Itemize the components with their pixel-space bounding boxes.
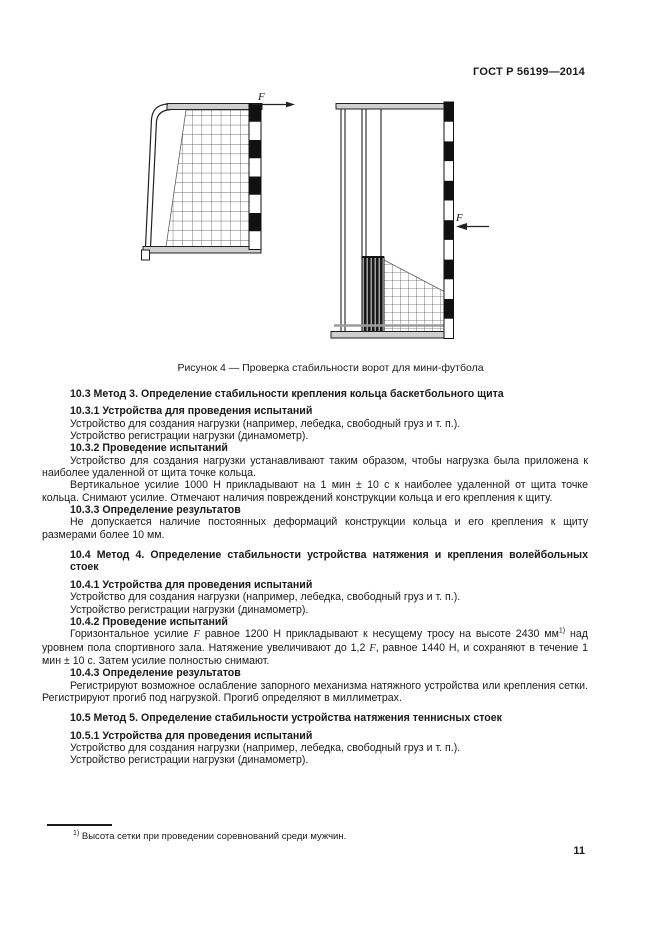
- figure-goal-stability-diagram: [0, 0, 661, 352]
- goal-ground-bar: [143, 247, 261, 254]
- goal-bottom-bar: [331, 332, 448, 339]
- text-run: равное 1200 Н прикладывают к несущему тросу на высоте 2430 мм: [199, 628, 559, 641]
- goal-side-view: [142, 91, 296, 260]
- force-label-right: F: [456, 212, 463, 224]
- force-label-left: F: [258, 91, 265, 103]
- section-heading: 10.5.1 Устройства для проведения испытаний: [70, 729, 313, 742]
- footnote-marker: 1): [73, 829, 80, 837]
- document-standard-code: ГОСТ Р 56199—2014: [473, 66, 585, 78]
- text-run: Горизонтальное усилие: [70, 628, 194, 641]
- section-heading: 10.3.3 Определение результатов: [70, 504, 241, 517]
- goal-foot: [142, 250, 150, 260]
- goal-crossbar: [167, 104, 262, 110]
- text-run: F: [369, 642, 376, 654]
- document-body: [42, 388, 588, 767]
- goal-net-sagging: [384, 260, 447, 332]
- section-heading: 10.3 Метод 3. Определение стабильности крепления кольца баскетбольного щита: [70, 388, 504, 400]
- text-run: F: [193, 629, 200, 641]
- paragraph: Устройство для создания нагрузки (например, лебедка, свободный груз и т. п.).: [70, 741, 461, 754]
- paragraph: Устройство регистрации нагрузки (динамометр).: [70, 603, 309, 616]
- paragraph: [42, 628, 588, 667]
- section-heading: 10.4.1 Устройства для проведения испытаний: [70, 578, 313, 591]
- paragraph: Устройство регистрации нагрузки (динамометр).: [70, 430, 309, 443]
- measuring-staff-right: [444, 102, 454, 339]
- section-heading: 10.3.1 Устройства для проведения испытаний: [70, 405, 313, 418]
- text-run: , равное 1440 Н, и сохраняют в течение 1 мин ± 10 с. Затем усилие полностью снимают.: [42, 641, 588, 667]
- footnote-reference: 1): [558, 627, 566, 635]
- footnote-separator: [47, 824, 112, 826]
- goal-back-post-inner: [151, 110, 172, 248]
- paragraph: Устройство регистрации нагрузки (динамометр).: [70, 754, 309, 767]
- goal-net: [166, 110, 249, 247]
- section-heading: 10.4.3 Определение результатов: [70, 667, 241, 680]
- paragraph: Не допускается наличие постоянных деформаций конструкции кольца и его крепления к щиту размерами более 10 мм.: [42, 516, 588, 541]
- section-heading: 10.3.2 Проведение испытаний: [70, 442, 228, 455]
- force-arrow-right: [455, 212, 489, 230]
- paragraph: Регистрируют возможное ослабление запорного механизма натяжного устройства или крепления сетки. Регистрируют прогиб под нагрузкой. Прогиб определяют в миллиметрах.: [42, 679, 588, 704]
- paragraph: Устройство для создания нагрузки (например, лебедка, свободный груз и т. п.).: [70, 591, 461, 604]
- text-run: над уровнем пола спортивного зала. Натяжение увеличивают до 1,2: [42, 628, 588, 654]
- goal-net-bunched: [362, 257, 384, 332]
- footnote-text: Высота сетки при проведении соревнований среди мужчин.: [79, 831, 347, 842]
- goal-top-bar: [336, 104, 447, 110]
- section-heading: 10.4 Метод 4. Определение стабильности устройства натяжения и крепления волейбольных стоек: [70, 549, 588, 574]
- section-heading: 10.4.2 Проведение испытаний: [70, 615, 228, 628]
- measuring-staff-left: [249, 104, 261, 250]
- page-number: 11: [573, 845, 585, 857]
- section-heading: 10.5 Метод 5. Определение стабильности устройства натяжения теннисных стоек: [70, 712, 502, 725]
- footnote: [73, 831, 593, 842]
- paragraph: Устройство для создания нагрузки устанавливают таким образом, чтобы нагрузка была приложена к наиболее удаленной от щита точке кольца.: [42, 454, 588, 480]
- paragraph: Вертикальное усилие 1000 Н прикладывают на 1 мин ± 10 с к наиболее удаленной от щита точке кольца. Снимают усилие. Отмечают наличия повреждений конструкции кольца и его крепления к щиту.: [42, 479, 588, 504]
- paragraph: Устройство для создания нагрузки (например, лебедка, свободный груз и т. п.).: [70, 417, 461, 430]
- figure-caption: Рисунок 4 — Проверка стабильности ворот для мини-футбола: [177, 362, 484, 374]
- goal-front-view: [331, 102, 489, 339]
- force-arrow-left: [252, 91, 295, 107]
